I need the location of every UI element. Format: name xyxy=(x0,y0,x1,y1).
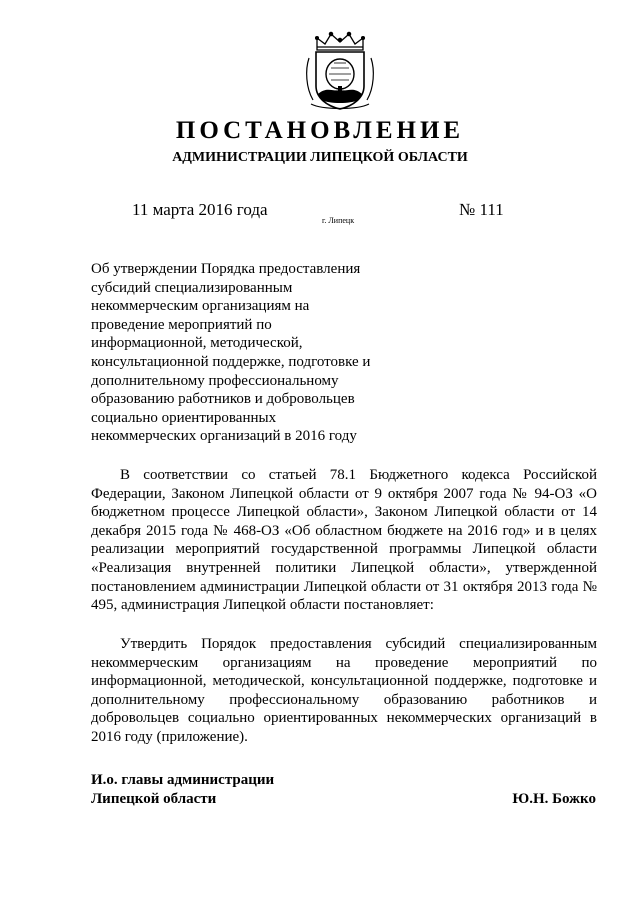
issuer-heading: АДМИНИСТРАЦИИ ЛИПЕЦКОЙ ОБЛАСТИ xyxy=(172,150,468,165)
signer-name: Ю.Н. Божко xyxy=(512,791,596,807)
preamble-paragraph: В соответствии со статьей 78.1 Бюджетного кодекса Российской Федерации, Законом Липецкой области от 9 октября 2007 года № 94-ОЗ «О бюджетном процессе Липецкой области», Законом Липецкой области от 14 декабря 2015 года № 468-ОЗ «Об областном бюджете на 2016 год» и в целях реализации мероприятий государственной программы Липецкой области «Реализация внутренней политики Липецкой области», утвержденной постановлением администрации Липецкой области от 31 октября 2013 года № 495, администрация Липецкой области постановляет: xyxy=(91,467,597,614)
signer-title xyxy=(91,771,391,808)
document-place: г. Липецк xyxy=(322,216,355,225)
coat-of-arms-icon xyxy=(303,30,377,112)
document-subject: Об утверждении Порядка предоставления субсидий специализированным некоммерческим организациям на проведение мероприятий по информационной, методической, консультационной поддержке, подготовке и дополнительному профессиональному образованию работников и добровольцев социально ориентированных некоммерческих организаций в 2016 году xyxy=(91,261,371,445)
signer-title-line-1: И.о. главы администрации xyxy=(91,772,275,788)
resolution-paragraph: Утвердить Порядок предоставления субсидий специализированным некоммерческим организациям на проведение мероприятий по информационной, методической, консультационной поддержке, подготовке и дополнительному профессиональному образованию работников и добровольцев социально ориентированных некоммерческих организаций в 2016 году (приложение). xyxy=(91,636,597,745)
signer-title-line-2: Липецкой области xyxy=(91,790,217,807)
document-date: 11 марта 2016 года xyxy=(132,200,268,219)
document-type-heading: ПОСТАНОВЛЕНИЕ xyxy=(175,117,465,144)
document-number: № 111 xyxy=(459,200,504,219)
